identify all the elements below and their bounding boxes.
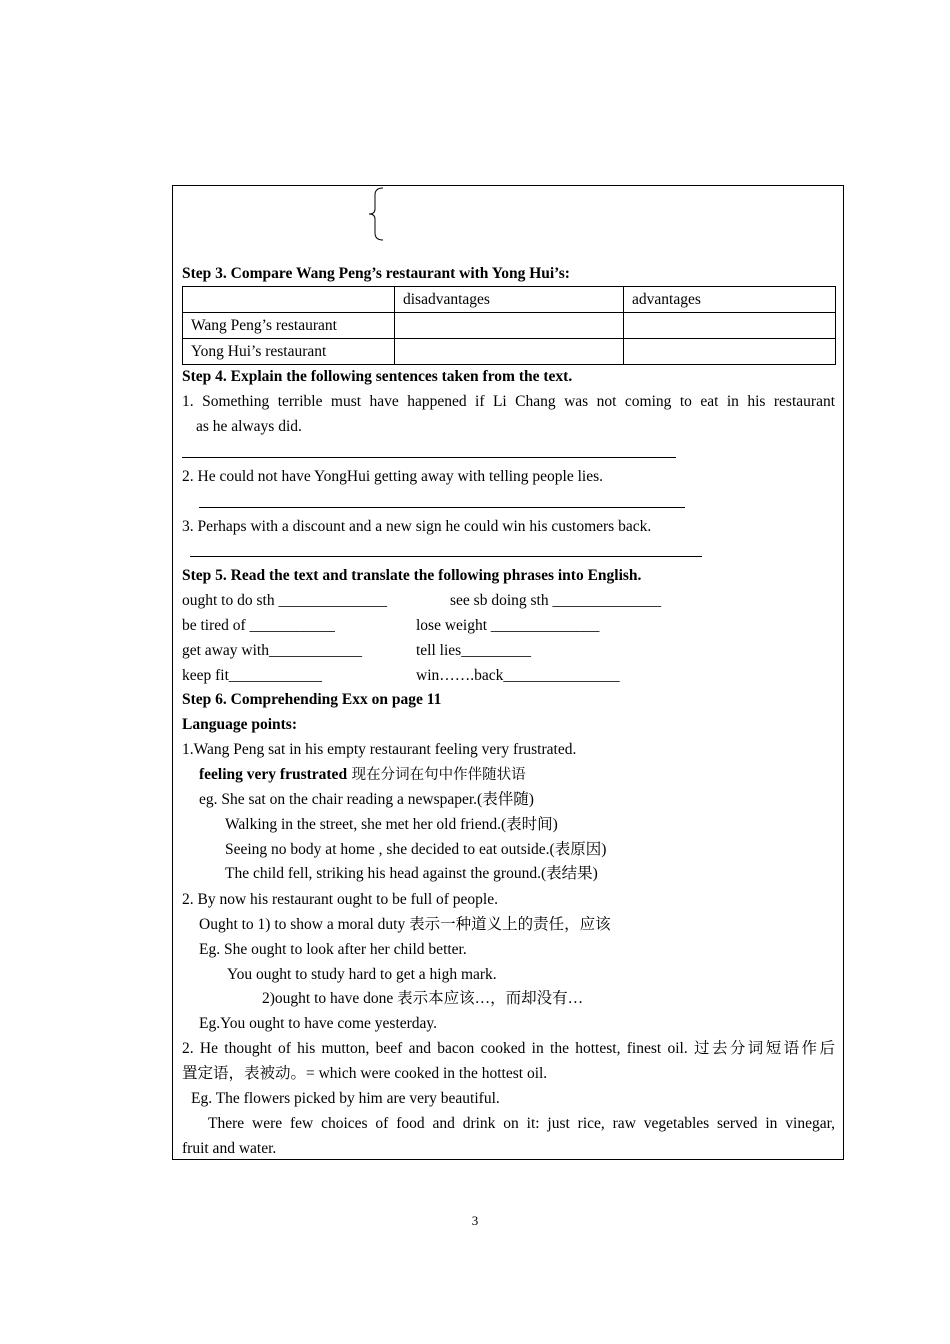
table-cell[interactable]	[624, 313, 836, 339]
table-row	[183, 339, 836, 365]
step4-title: Step 4. Explain the following sentences taken from the text.	[182, 368, 573, 385]
phrase-get-away-with: get away with____________	[182, 642, 362, 659]
phrase-be-tired-of: be tired of ___________	[182, 617, 335, 634]
step4-sentence3: 3. Perhaps with a discount and a new sign he could win his customers back.	[182, 518, 652, 535]
example-line: Eg.You ought to have come yesterday.	[199, 1015, 438, 1032]
language-points-title: Language points:	[182, 716, 297, 733]
comparison-table	[182, 286, 836, 365]
phrase-tell-lies: tell lies_________	[416, 642, 531, 659]
table-row	[183, 313, 836, 339]
phrase-ought-to: ought to do sth ______________	[182, 592, 387, 609]
step3-title: Step 3. Compare Wang Peng’s restaurant with Yong Hui’s:	[182, 265, 570, 282]
answer-blank-1[interactable]	[182, 457, 676, 458]
header-disadvantages: disadvantages	[395, 287, 624, 313]
header-advantages: advantages	[624, 287, 836, 313]
table-cell[interactable]	[395, 313, 624, 339]
example-line: Eg. She ought to look after her child better.	[199, 941, 467, 958]
example-line: There were few choices of food and drink on it: just rice, raw vegetables served in vinegar,	[208, 1115, 835, 1132]
example-line: fruit and water.	[182, 1140, 277, 1157]
step5-title: Step 5. Read the text and translate the following phrases into English.	[182, 567, 642, 584]
example-line: eg. She sat on the chair reading a newspaper.(表伴随)	[199, 791, 534, 808]
phrase-win-back: win…….back_______________	[416, 667, 620, 684]
worksheet-frame	[172, 185, 844, 1160]
phrase-lose-weight: lose weight ______________	[416, 617, 600, 634]
table-cell[interactable]	[624, 339, 836, 365]
step4-sentence1b: as he always did.	[196, 418, 302, 435]
lang-point-1-note	[199, 765, 526, 785]
answer-blank-2[interactable]	[199, 507, 685, 508]
page-number: 3	[471, 1213, 479, 1228]
table-header-row	[183, 287, 836, 313]
lang-point-1: 1.Wang Peng sat in his empty restaurant feeling very frustrated.	[182, 741, 577, 758]
row-label-wang-peng: Wang Peng’s restaurant	[183, 313, 395, 339]
example-line: Walking in the street, she met her old friend.(表时间)	[225, 816, 558, 833]
lang-point-3b: 置定语，表被动。= which were cooked in the hottest oil.	[182, 1065, 548, 1082]
step4-sentence1a: 1. Something terrible must have happened if Li Chang was not coming to eat in his restaurant	[182, 393, 835, 410]
phrase-see-sb-doing: see sb doing sth ______________	[450, 592, 661, 609]
table-cell[interactable]	[395, 339, 624, 365]
step6-title: Step 6. Comprehending Exx on page 11	[182, 691, 442, 708]
lang-point-1-cn: 现在分词在句中作伴随状语	[347, 767, 526, 783]
phrase-keep-fit: keep fit____________	[182, 667, 322, 684]
curly-brace-icon	[368, 187, 388, 241]
lang-point-3a: 2. He thought of his mutton, beef and bacon cooked in the hottest, finest oil. 过去分词短语作后	[182, 1040, 835, 1057]
step4-sentence2: 2. He could not have YongHui getting away with telling people lies.	[182, 468, 604, 485]
table-header-empty	[183, 287, 395, 313]
example-line: Seeing no body at home , she decided to eat outside.(表原因)	[225, 841, 607, 858]
example-line: The child fell, striking his head against the ground.(表结果)	[225, 865, 598, 882]
example-line: Eg. The flowers picked by him are very beautiful.	[191, 1090, 500, 1107]
answer-blank-3[interactable]	[190, 556, 702, 557]
lang-point-2: 2. By now his restaurant ought to be full of people.	[182, 891, 498, 908]
example-line: You ought to study hard to get a high mark.	[227, 966, 497, 983]
ought-to-usage-2: 2)ought to have done 表示本应该…，而却没有…	[262, 990, 584, 1007]
lang-point-1-bold: feeling very frustrated	[199, 766, 348, 783]
ought-to-usage-1: Ought to 1) to show a moral duty 表示一种道义上的责任，应该	[199, 916, 611, 933]
row-label-yong-hui: Yong Hui’s restaurant	[183, 339, 395, 365]
